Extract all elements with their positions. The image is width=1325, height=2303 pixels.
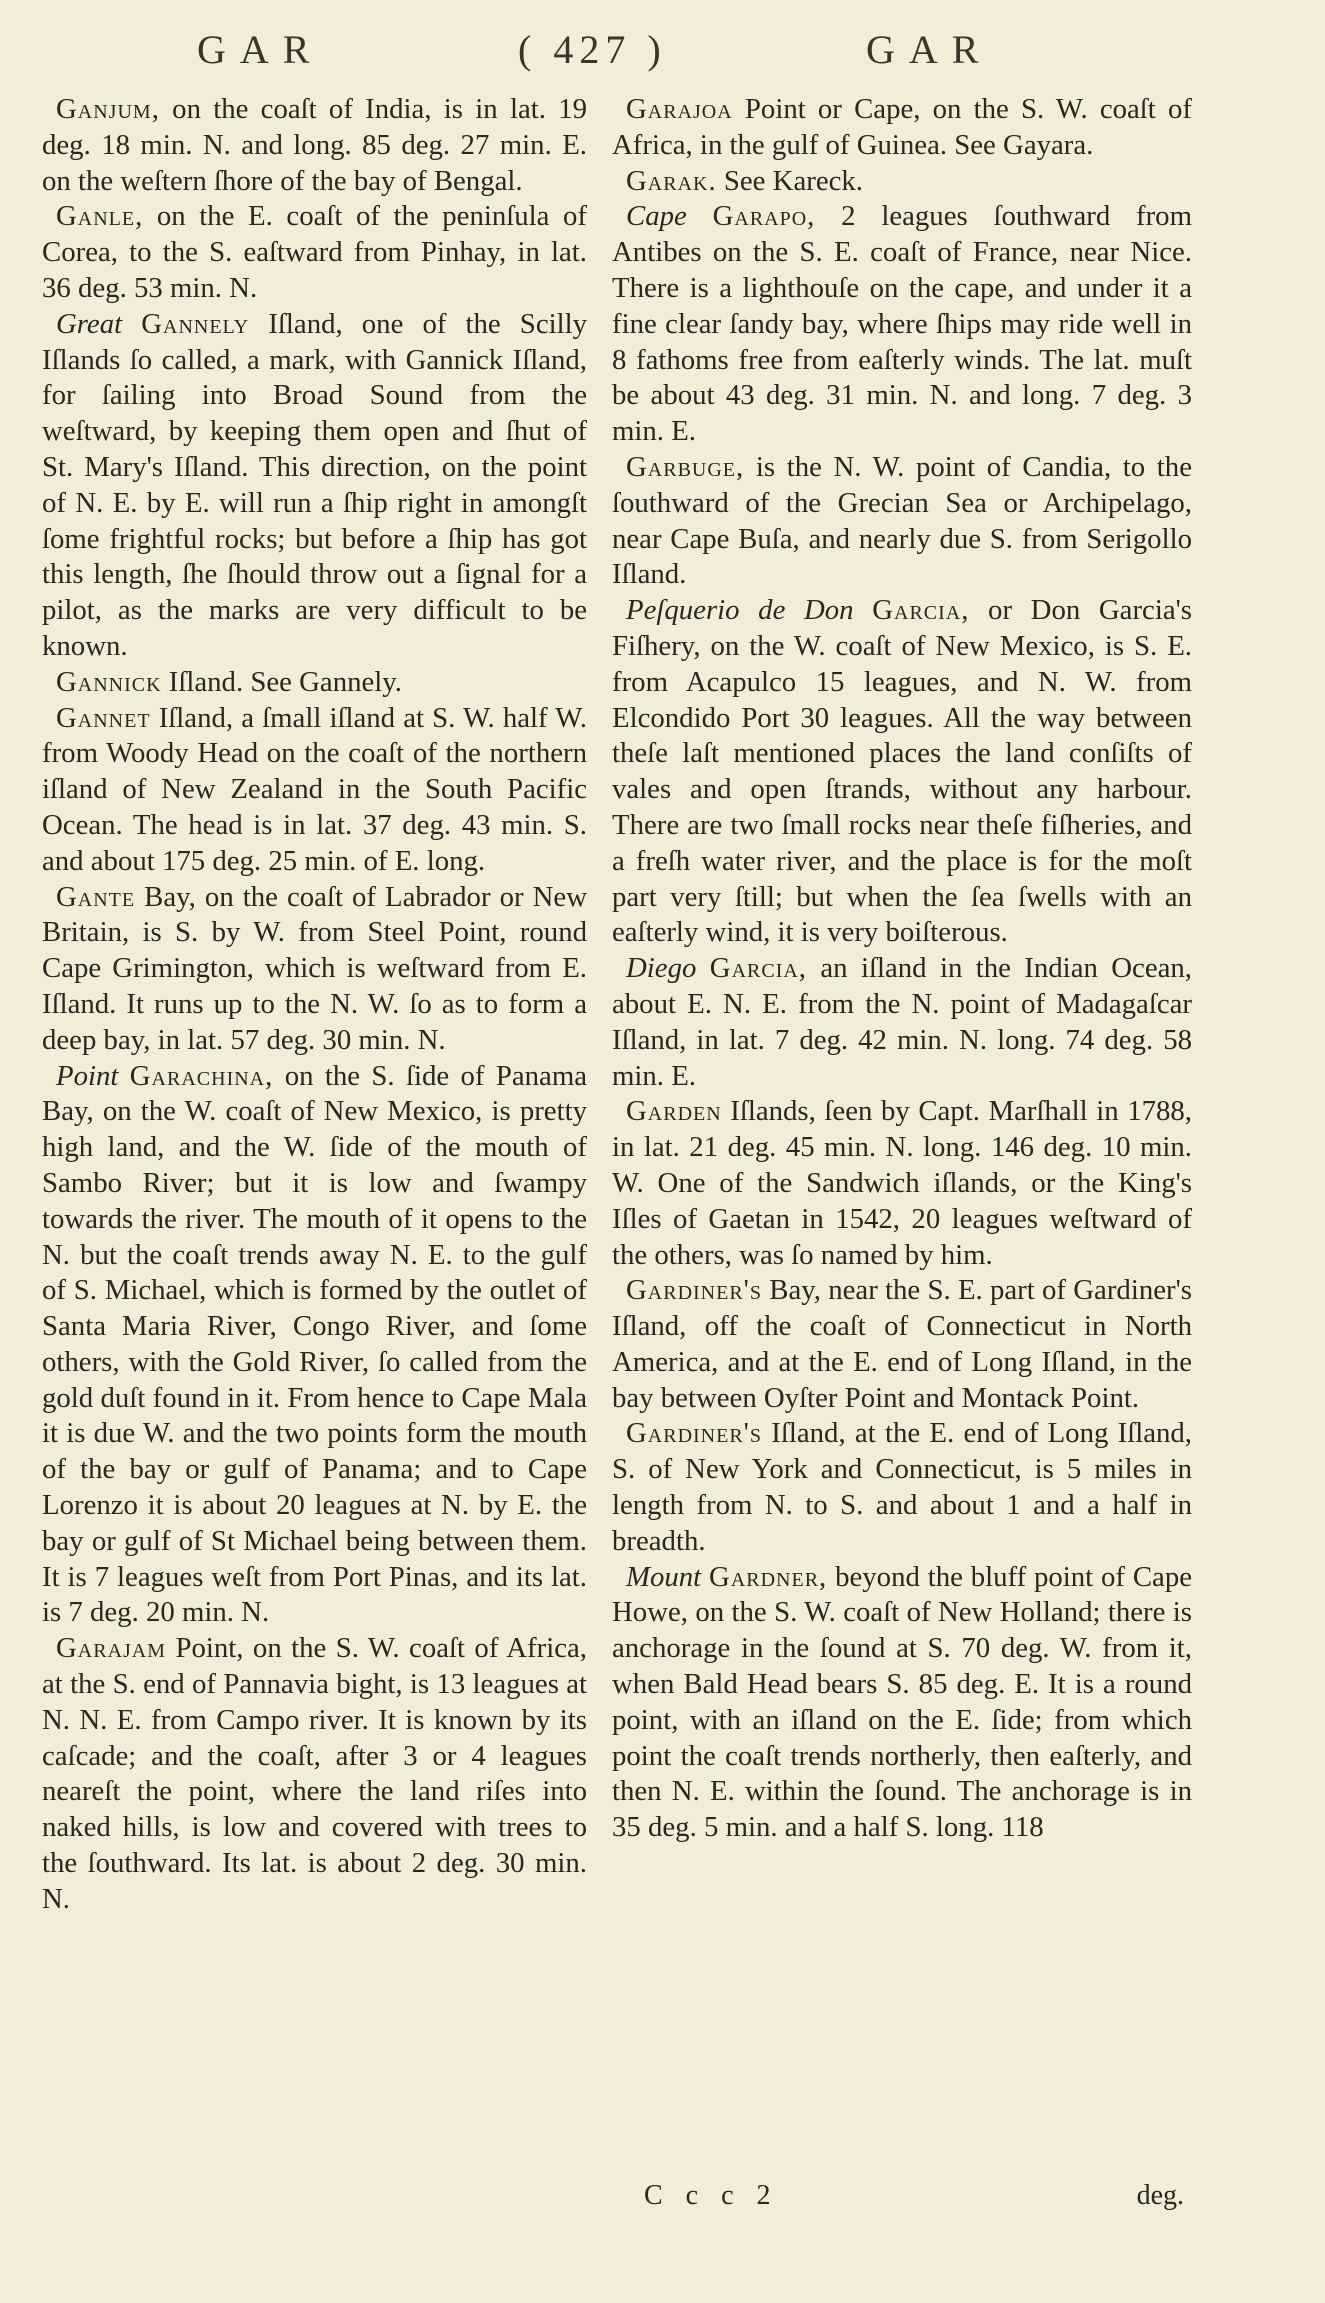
left-column [42,92,587,1918]
entry-text: Point, on the S. W. coaſt of Africa, at the S. end of Pannavia bight, is 13 leagues at N. N. E. from Campo river. It is known by its caſcade; and the coaſt, after 3 or 4 leagues neareſt the point, where the land riſes into naked hills, is low and covered with trees to the ſouthward. Its lat. is about 2 deg. 30 min. N. [42,1632,587,1915]
gazetteer-entry [612,92,1192,164]
entry-text: on the coaſt of India, is in lat. 19 deg. 18 min. N. and long. 85 deg. 27 min. E. on the weſtern ſhore of the bay of Bengal. [42,93,587,197]
entry-text: Bay, on the coaſt of Labrador or New Britain, is S. by W. from Steel Point, round Cape Grimington, which is weſtward from E. Iſland. It runs up to the N. W. ſo as to form a deep bay, in lat. 57 deg. 30 min. N. [42,880,587,1056]
entry-headword: Gannet [56,701,151,734]
gazetteer-entry [612,1560,1192,1846]
gazetteer-entry [42,199,587,306]
entry-prefix: Mount [626,1560,702,1593]
entry-text: Point or Cape, on the S. W. coaſt of Africa, in the gulf of Guinea. See Gayara. [612,93,1192,161]
entry-headword: Gannely [141,307,250,340]
entry-headword: Garajoa [626,93,733,125]
entry-text: Bay, near the S. E. part of Gardiner's Iſland, off the coaſt of Connecticut in North America, and at the E. end of Long Iſland, in the bay between Oyſter Point and Montack Point. [612,1274,1192,1414]
header-right-catchword: GAR [866,27,993,72]
gazetteer-entry [42,307,587,665]
gazetteer-entry [612,199,1192,450]
gazetteer-entry [612,450,1192,593]
entry-text: an iſland in the Indian Ocean, about E. N. E. from the N. point of Madagaſcar Iſland, in lat. 7 deg. 42 min. N. long. 74 deg. 58 min. E. [612,952,1192,1092]
right-column [612,92,1192,1846]
entry-headword: Garbuge, [626,450,745,483]
entry-headword: Ganjum, [56,93,160,125]
entry-headword: Gante [56,880,136,913]
gazetteer-entry [612,1416,1192,1559]
entry-headword: Garcia, [709,952,808,985]
entry-headword: Gardiner's [626,1274,762,1307]
signature-mark: C c c 2 [644,2180,779,2211]
entry-headword: Garachina, [129,1059,274,1092]
page-number: ( 427 ) [518,27,667,72]
entry-headword: Ganle, [56,200,144,233]
entry-headword: Garden [626,1095,722,1128]
entry-text: or Don Garcia's Fiſhery, on the W. coaſt of New Mexico, is S. E. from Acapulco 15 leagues, and N. W. from Elcondido Port 30 leagues. All the way between theſe laſt mentioned places the land conſiſts of vales and open ſtrands, without any harbour. There are two ſmall rocks near theſe fiſheries, and a freſh water river, and the place is for the moſt part very ſtill; but when the ſea ſwells with an eaſterly wind, it is very boiſterous. [612,594,1192,949]
gazetteer-entry [612,1094,1192,1273]
gazetteer-entry [42,880,587,1059]
gazetteer-entry [42,701,587,880]
gazetteer-entry [42,665,587,701]
gazetteer-entry [612,164,1192,200]
entry-headword: Gardner, [709,1560,828,1593]
header-left-catchword: GAR [197,27,324,72]
entry-text: is the N. W. point of Candia, to the ſouthward of the Grecian Sea or Archipelago, near Cape Buſa, and nearly due S. from Serigollo Iſland. [612,450,1192,591]
running-header [0,26,1325,86]
entry-text: Iſland. See Gannely. [161,665,403,698]
entry-headword: Gardiner's [626,1417,762,1450]
entry-text: See Kareck. [716,164,863,197]
entry-prefix: Cape [626,200,687,233]
entry-text: on the E. coaſt of the peninſula of Corea, to the S. eaſtward from Pinhay, in lat. 36 deg. 53 min. N. [42,200,587,304]
entry-text: Iſland, one of the Scilly Iſlands ſo called, a mark, with Gannick Iſland, for ſailing into Broad Sound from the weſtward, by keeping them open and ſhut of St. Mary's Iſland. This direction, on the point of N. E. by E. will run a ſhip right in amongſt ſome frightful rocks; but before a ſhip has got this length, ſhe ſhould throw out a ſignal for a pilot, as the marks are very difficult to be known. [42,307,587,662]
entry-headword: Garapo, [712,200,816,233]
entry-text: Iſland, at the E. end of Long Iſland, S. of New York and Connecticut, is 5 miles in length from N. to S. and about 1 and a half in breadth. [612,1417,1192,1557]
gazetteer-entry [42,1059,587,1632]
entry-headword: Garajam [56,1632,167,1665]
gazetteer-entry [612,1273,1192,1416]
entry-text: beyond the bluff point of Cape Howe, on the S. W. coaſt of New Holland; there is anchorage in the ſound at S. 70 deg. W. from it, when Bald Head bears S. 85 deg. E. It is a round point, with an iſland on the E. ſide; from which point the coaſt trends northerly, then eaſterly, and then N. E. within the ſound. The anchorage is in 35 deg. 5 min. and a half S. long. 118 [612,1560,1193,1844]
entry-text: 2 leagues ſouthward from Antibes on the S. E. coaſt of France, near Nice. There is a lighthouſe on the cape, and under it a fine clear ſandy bay, where ſhips may ride well in 8 fathoms free from eaſterly winds. The lat. muſt be about 43 deg. 31 min. N. and long. 7 deg. 3 min. E. [612,200,1192,448]
entry-headword: Garcia, [872,594,970,627]
gazetteer-entry [612,951,1192,1094]
catchword: deg. [1136,2180,1184,2211]
gazetteer-entry [42,1631,587,1917]
entry-prefix: Point [56,1059,119,1092]
entry-text: Iſland, a ſmall iſland at S. W. half W. from Woody Head on the coaſt of the northern iſland of New Zealand in the South Pacific Ocean. The head is in lat. 37 deg. 43 min. S. and about 175 deg. 25 min. of E. long. [42,701,587,877]
gazetteer-entry [42,92,587,199]
entry-headword: Garak. [626,164,717,197]
entry-prefix: Diego [626,952,697,985]
page-footer [644,2180,1184,2220]
gazetteer-entry [612,593,1192,951]
entry-prefix: Great [56,307,123,340]
entry-text: on the S. ſide of Panama Bay, on the W. coaſt of New Mexico, is pretty high land, and the W. ſide of the mouth of Sambo River; but it is low and ſwampy towards the river. The mouth of it opens to the N. but the coaſt trends away N. E. to the gulf of S. Michael, which is formed by the outlet of Santa Maria River, Congo River, and ſome others, with the Gold River, ſo called from the gold duſt found in it. From hence to Cape Mala it is due W. and the two points form the mouth of the bay or gulf of Panama; and to Cape Lorenzo it is about 20 leagues at N. by E. the bay or gulf of St Michael being between them. It is 7 leagues weſt from Port Pinas, and its lat. is 7 deg. 20 min. N. [42,1059,588,1629]
entry-headword: Gannick [56,665,162,698]
entry-text: Iſlands, ſeen by Capt. Marſhall in 1788, in lat. 21 deg. 45 min. N. long. 146 deg. 10 min. W. One of the Sandwich iſlands, or the King's Iſles of Gaetan in 1542, 20 leagues weſtward of the others, was ſo named by him. [612,1095,1192,1271]
entry-prefix: Peſquerio de Don [626,594,854,627]
